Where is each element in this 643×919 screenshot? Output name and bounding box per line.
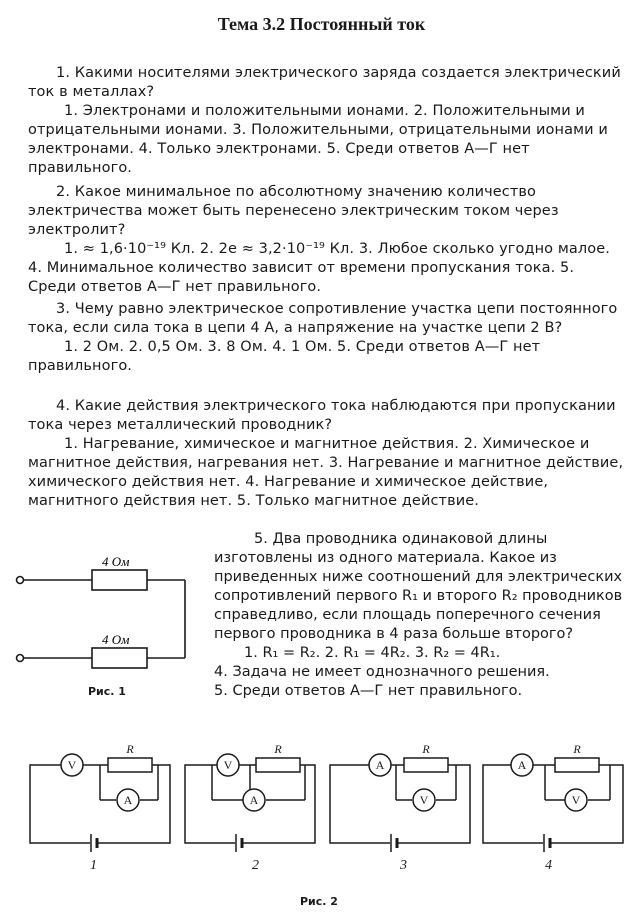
question-3-answers: 1. 2 Ом. 2. 0,5 Ом. 3. 8 Ом. 4. 1 Ом. 5. Среди ответов А—Г нет правильного. xyxy=(28,339,541,374)
voltmeter-label-4: V xyxy=(571,793,581,807)
question-5-answers-line-2: 4. Задача не имеет однозначного решения. xyxy=(214,664,550,680)
question-5 xyxy=(214,530,628,701)
question-1-text: 1. Какими носителями электрического заряда создается электрический ток в металлах? xyxy=(28,65,621,100)
resistor-bottom-label: 4 Ом xyxy=(102,632,130,647)
circuit-1 xyxy=(30,754,170,852)
question-3-text: 3. Чему равно электрическое сопротивление участка цепи постоянного тока, если сила тока в цепи 4 А, а напряжение на участке цепи 2 В? xyxy=(28,301,618,336)
question-4-answers: 1. Нагревание, химическое и магнитное действия. 2. Химическое и магнитное действия, нагревания нет. 3. Нагревание и магнитное действие, химического действия нет. 4. Нагревание и химическое действие, магнитного действия нет. 5. Только магнитное действие. xyxy=(28,436,624,509)
question-1 xyxy=(28,64,624,178)
circuit-number-1: 1 xyxy=(90,858,97,873)
page-title: Тема 3.2 Постоянный ток xyxy=(217,14,426,34)
question-1-answers: 1. Электронами и положительными ионами. 2. Положительными и отрицательными ионами. 3. Положительными, отрицательными ионами и электронами. 4. Только электронами. 5. Среди ответов А—Г нет правильного. xyxy=(28,103,608,176)
circuit-number-4: 4 xyxy=(545,858,552,873)
ammeter-label-4: A xyxy=(517,758,527,772)
resistor-label-1: R xyxy=(126,742,134,756)
resistor-label-4: R xyxy=(573,742,581,756)
question-2-text: 2. Какое минимальное по абсолютному значению количество электричества может быть перенесено электрическим током через электролит? xyxy=(28,184,559,238)
question-2-answers: 1. ≈ 1,6·10⁻¹⁹ Кл. 2. 2e ≈ 3,2·10⁻¹⁹ Кл. 3. Любое сколько угодно малое. 4. Минимальное количество зависит от времени пропускания тока. 5. Среди ответов А—Г нет правильного. xyxy=(28,241,610,295)
question-4-text: 4. Какие действия электрического тока наблюдаются при пропускании тока через металлический проводник? xyxy=(28,398,616,433)
question-3 xyxy=(28,300,624,376)
ammeter-label-1: A xyxy=(123,793,133,807)
circuit-3 xyxy=(330,754,470,852)
question-4 xyxy=(28,397,624,511)
ammeter-label-2: A xyxy=(249,793,259,807)
figure-1-label: Рис. 1 xyxy=(88,685,126,698)
question-5-answers-line-1: 1. R₁ = R₂. 2. R₁ = 4R₂. 3. R₂ = 4R₁. xyxy=(244,645,501,661)
question-5-answers-line-3: 5. Среди ответов А—Г нет правильного. xyxy=(214,683,523,699)
resistor-top-label: 4 Ом xyxy=(102,554,130,569)
figure-2-label: Рис. 2 xyxy=(300,895,338,908)
question-2 xyxy=(28,183,624,297)
resistor-label-3: R xyxy=(422,742,430,756)
resistor-label-2: R xyxy=(274,742,282,756)
voltmeter-label-3: V xyxy=(419,793,429,807)
ammeter-label-3: A xyxy=(375,758,385,772)
circuit-number-3: 3 xyxy=(400,858,407,873)
voltmeter-label-1: V xyxy=(67,758,77,772)
voltmeter-label-2: V xyxy=(223,758,233,772)
figure-2-circuits xyxy=(0,735,643,865)
circuit-number-2: 2 xyxy=(252,858,259,873)
question-5-text: 5. Два проводника одинаковой длины изготовлены из одного материала. Какое из приведенных ниже соотношений для электрических сопротивлений первого R₁ и второго R₂ проводников справедливо, если площадь поперечного сечения первого проводника в 4 раза больше второго? xyxy=(214,531,623,642)
circuit-4 xyxy=(483,754,623,852)
